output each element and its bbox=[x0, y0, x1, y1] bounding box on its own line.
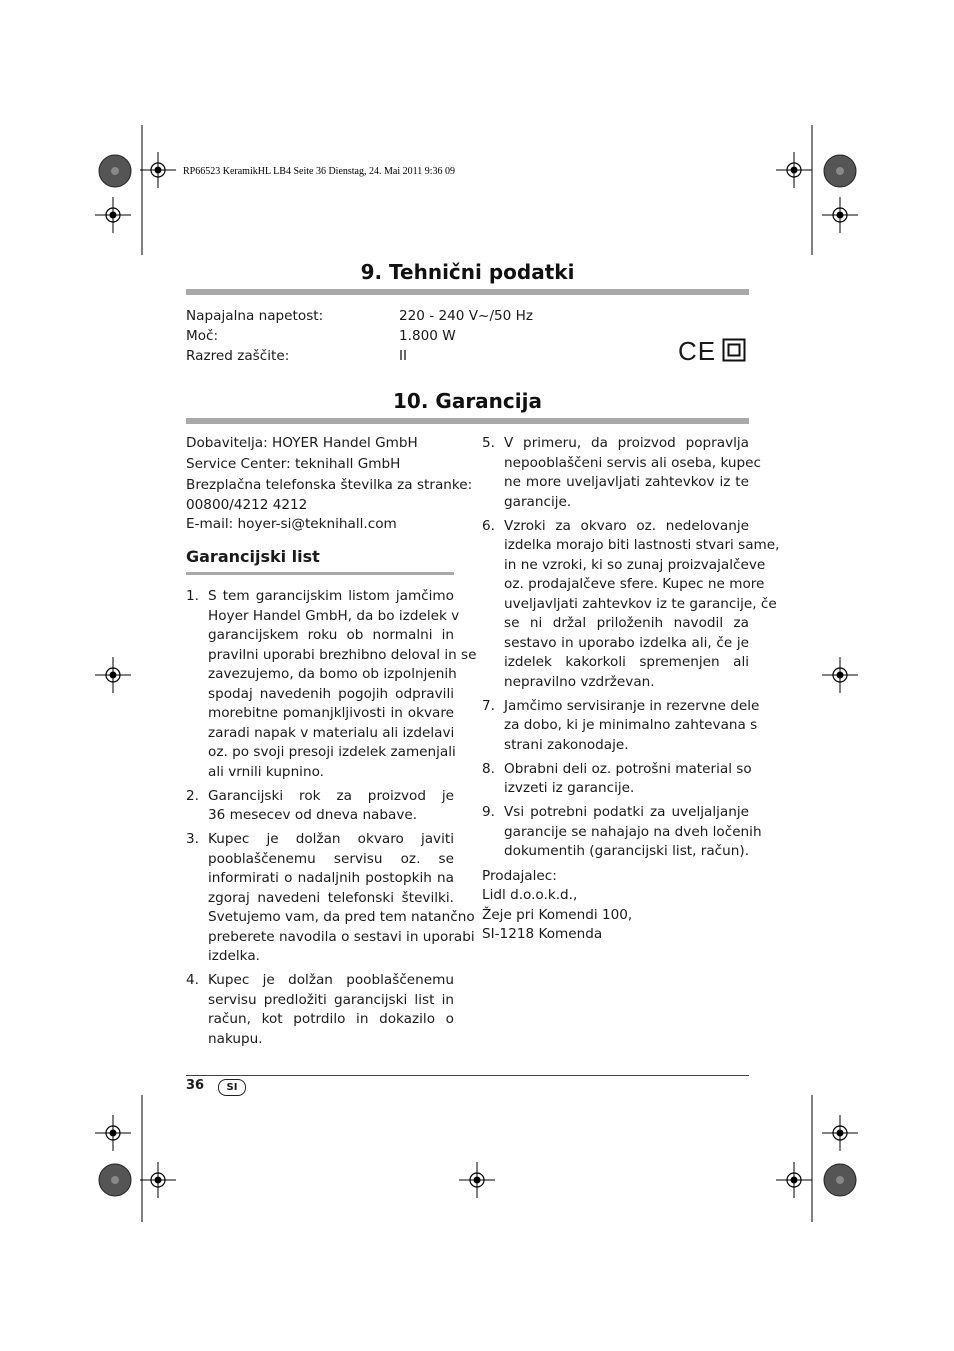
ce-mark-icon: CE bbox=[678, 336, 717, 366]
section-9-rule bbox=[186, 289, 749, 295]
section-10-rule bbox=[186, 418, 749, 424]
item-number: 3. bbox=[186, 831, 199, 847]
item-line: Garancijski rok za proizvod je bbox=[208, 787, 454, 804]
country-badge: SI bbox=[218, 1079, 246, 1096]
section-10-title: 10. Garancija bbox=[393, 389, 542, 413]
warranty-item-7 bbox=[482, 697, 760, 756]
contact-block bbox=[186, 434, 473, 535]
seller-city: SI-1218 Komenda bbox=[482, 926, 603, 942]
spec-label: Razred zaščite: bbox=[186, 348, 290, 364]
page-number: 36 bbox=[186, 1078, 205, 1093]
item-line: Hoyer Handel GmbH, da bo izdelek v bbox=[208, 607, 460, 624]
item-line: zavezujemo, da bomo ob izpolnjenih bbox=[208, 666, 457, 682]
item-number: 6. bbox=[482, 517, 495, 534]
item-line: dokumentih (garancijski list, račun). bbox=[504, 843, 750, 859]
item-line: pravilni uporabi brezhibno deloval in se bbox=[208, 646, 477, 663]
item-line: ali vrnili kupnino. bbox=[208, 763, 324, 780]
item-line: in ne vzroki, ki so zunaj proizvajalčeve bbox=[504, 556, 766, 573]
item-line: nakupu. bbox=[208, 1030, 263, 1047]
item-line: garancije se nahajajo na dveh ločenih bbox=[504, 823, 762, 840]
warranty-item-5 bbox=[482, 434, 761, 512]
item-number: 9. bbox=[482, 804, 495, 820]
contact-email: E-mail: hoyer-si@teknihall.com bbox=[186, 516, 397, 532]
item-line: izdelka morajo biti lastnosti stvari same, bbox=[504, 537, 780, 553]
item-line: zgoraj navedeni telefonski številki. bbox=[208, 889, 454, 906]
section-9-title: 9. Tehnični podatki bbox=[360, 260, 575, 284]
warranty-item-3 bbox=[186, 830, 475, 967]
seller-label: Prodajalec: bbox=[482, 867, 557, 884]
item-line: se ni držal priloženih navodil za bbox=[504, 615, 749, 631]
item-line: račun, kot potrdilo in dokazilo o bbox=[208, 1011, 454, 1027]
item-line: ne more uveljavljati zahtevkov iz te bbox=[504, 474, 749, 490]
warranty-list-right bbox=[482, 434, 780, 945]
contact-service: Service Center: teknihall GmbH bbox=[186, 456, 401, 472]
item-line: Vzroki za okvaro oz. nedelovanje bbox=[504, 517, 749, 534]
spec-value: 220 - 240 V~/50 Hz bbox=[399, 308, 534, 324]
seller-address: Žeje pri Komendi 100, bbox=[482, 906, 633, 923]
item-line: Vsi potrebni podatki za uveljaljanje bbox=[504, 804, 749, 820]
item-line: V primeru, da proizvod popravlja bbox=[504, 435, 749, 451]
item-line: S tem garancijskim listom jamčimo bbox=[208, 588, 454, 604]
warranty-item-2 bbox=[186, 787, 454, 826]
item-number: 2. bbox=[186, 787, 199, 804]
spec-value: 1.800 W bbox=[399, 328, 456, 344]
item-line: izdelka. bbox=[208, 948, 260, 964]
warranty-item-8 bbox=[482, 760, 752, 799]
contact-supplier: Dobavitelja: HOYER Handel GmbH bbox=[186, 435, 418, 451]
item-line: izdelek kakorkoli spremenjen ali bbox=[504, 654, 749, 670]
warranty-item-6 bbox=[482, 517, 780, 693]
item-number: 8. bbox=[482, 760, 495, 777]
item-line: Kupec je dolžan okvaro javiti bbox=[208, 831, 454, 847]
item-line: spodaj navedenih pogojih odpravili bbox=[208, 685, 454, 702]
item-line: morebitne pomanjkljivosti in okvare bbox=[208, 705, 454, 721]
item-line: servisu predložiti garancijski list in bbox=[208, 991, 454, 1008]
item-line: 36 mesecev od dneva nabave. bbox=[208, 807, 418, 823]
warranty-item-4 bbox=[186, 971, 454, 1049]
protection-class-ii-icon bbox=[722, 338, 746, 362]
item-line: strani zakonodaje. bbox=[504, 736, 629, 753]
item-line: za dobo, ki je minimalno zahtevana s bbox=[504, 717, 758, 733]
item-line: informirati o nadaljnih postopkih na bbox=[208, 870, 454, 886]
item-number: 1. bbox=[186, 588, 199, 604]
item-line: zaradi napak v materialu ali izdelavi bbox=[208, 724, 455, 741]
item-line: uveljavljati zahtevkov iz te garancije, če bbox=[504, 595, 777, 612]
contact-phone-number: 00800/4212 4212 bbox=[186, 496, 308, 513]
spec-label: Moč: bbox=[186, 328, 219, 344]
item-line: pooblaščenemu servisu oz. se bbox=[208, 850, 454, 867]
item-line: Svetujemo vam, da pred tem natančno bbox=[208, 909, 475, 925]
item-line: preberete navodila o sestavi in uporabi bbox=[208, 928, 475, 945]
warranty-card-rule bbox=[186, 572, 454, 575]
contact-phone-label: Brezplačna telefonska številka za stranke: bbox=[186, 477, 473, 493]
spec-value: II bbox=[399, 348, 408, 364]
item-number: 5. bbox=[482, 435, 495, 451]
item-line: sestavo in uporabo izdelka ali, če je bbox=[504, 634, 749, 651]
item-number: 4. bbox=[186, 972, 199, 988]
item-line: Jamčimo servisiranje in rezervne dele bbox=[504, 697, 760, 714]
item-line: Kupec je dolžan pooblaščenemu bbox=[208, 972, 454, 988]
item-line: nepravilno vzdrževan. bbox=[504, 673, 655, 690]
warranty-list-left bbox=[186, 587, 477, 1054]
print-header-line: RP66523 KeramikHL LB4 Seite 36 Dienstag, 24. Mai 2011 9:36 09 bbox=[183, 166, 456, 177]
footer-rule bbox=[186, 1075, 749, 1076]
item-line: izvzeti iz garancije. bbox=[504, 780, 635, 796]
seller-name: Lidl d.o.o.k.d., bbox=[482, 887, 578, 903]
seller-block bbox=[482, 867, 749, 945]
item-line: nepooblaščeni servis ali oseba, kupec bbox=[504, 454, 761, 471]
spec-label: Napajalna napetost: bbox=[186, 308, 324, 324]
warranty-item-9 bbox=[482, 803, 762, 862]
item-line: garancijskem roku ob normalni in bbox=[208, 627, 454, 643]
item-line: oz. prodajalčeve sfere. Kupec ne more bbox=[504, 576, 765, 592]
warranty-item-1 bbox=[186, 587, 477, 782]
item-line: oz. po svoji presoji izdelek zamenjali bbox=[208, 744, 456, 760]
item-line: Obrabni deli oz. potrošni material so bbox=[504, 760, 752, 777]
item-line: garancije. bbox=[504, 493, 572, 510]
warranty-card-heading: Garancijski list bbox=[186, 547, 320, 566]
item-number: 7. bbox=[482, 697, 495, 714]
